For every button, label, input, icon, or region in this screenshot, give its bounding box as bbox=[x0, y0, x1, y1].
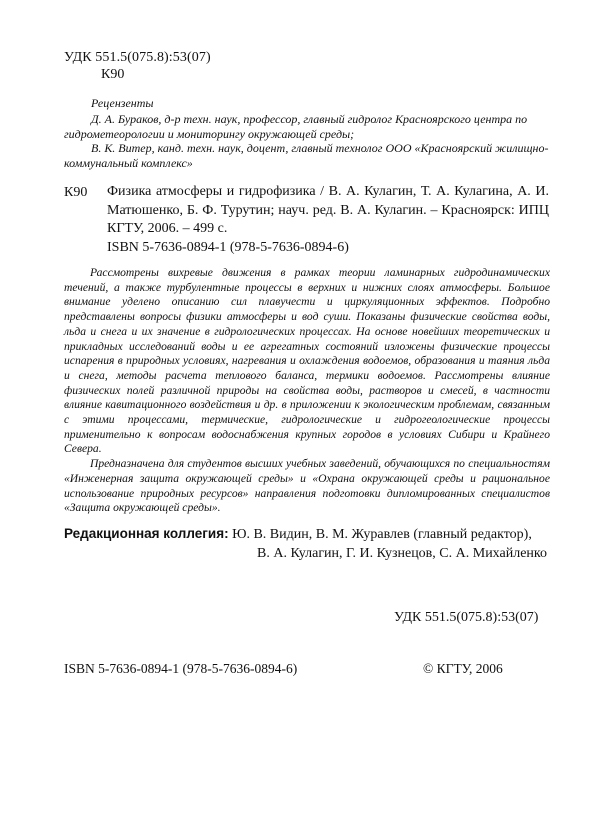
copyright-notice: © КГТУ, 2006 bbox=[423, 661, 503, 676]
editorial-board bbox=[64, 524, 554, 563]
footer-udk-code: УДК 551.5(075.8):53(07) bbox=[394, 610, 539, 625]
editorial-board-members-2: В. А. Кулагин, Г. И. Кузнецов, С. А. Михайленко bbox=[257, 546, 547, 561]
author-mark: К90 bbox=[101, 67, 125, 82]
annotation-paragraph: Рассмотрены вихревые движения в рамках теории ламинарных гидродинамических течений, а также турбулентные процессы в верхних и нижних слоях атмосферы. Большое внимание уделено описанию сил плавучести и циркуляционных эффектов. Подробно представлены вопросы физики атмосферы и вод суши. Показаны физические свойства воды, льда и снега и их значение в гидрологических процессах. На основе новейших теоретических и прикладных исследований воды и ее агрегатных состояний изложены физические процессы испарения в природных условиях, нагревания и охлаждения водоемов, образования и таяния льда и снега, методы расчета теплового баланса, термики водоемов. Рассмотрены влияние физических полей различной природы на свойства воды, растворов и смесей, в частности влияние кавитационного воздействия и др. в приложении к экологическим проблемам, связанным с этими процессами, термические, гидрологические и гидрогеологические процессы применительно к вопросам водоснабжения крупных городов в условиях Сибири и Крайнего Севера. bbox=[64, 266, 550, 456]
biblio-author-mark: К90 bbox=[64, 185, 88, 200]
reviewer-1: Д. А. Бураков, д-р техн. наук, профессор, главный гидролог Красноярского центра по гидрометеорологии и мониторингу окружающей среды; bbox=[64, 112, 528, 141]
annotation bbox=[64, 266, 550, 516]
bibliographic-isbn: ISBN 5-7636-0894-1 (978-5-7636-0894-6) bbox=[107, 239, 349, 255]
reviewer-2: В. К. Витер, канд. техн. наук, доцент, главный технолог ООО «Красноярский жилищно-коммунальный комплекс» bbox=[64, 141, 549, 170]
annotation-paragraph: Предназначена для студентов высших учебных заведений, обучающихся по специальностям «Инженерная защита окружающей среды» и «Охрана окружающей среды и рациональное использование природных ресурсов» направления подготовки дипломированных специалистов «Защита окружающей среды». bbox=[64, 457, 550, 515]
footer-isbn: ISBN 5-7636-0894-1 (978-5-7636-0894-6) bbox=[64, 661, 298, 676]
udk-code: УДК 551.5(075.8):53(07) bbox=[64, 50, 211, 65]
editorial-board-members-1: Ю. В. Видин, В. М. Журавлев (главный редактор), bbox=[232, 527, 532, 542]
bibliographic-description: Физика атмосферы и гидрофизика / В. А. Кулагин, Т. А. Кулагина, А. И. Матюшенко, Б. Ф. Турутин; науч. ред. В. А. Кулагин. – Красноярск: ИПЦ КГТУ, 2006. – 499 с. bbox=[107, 184, 549, 236]
bibliographic-record bbox=[107, 183, 549, 257]
reviewers-heading: Рецензенты bbox=[91, 96, 154, 110]
editorial-board-label: Редакционная коллегия: bbox=[64, 526, 229, 541]
